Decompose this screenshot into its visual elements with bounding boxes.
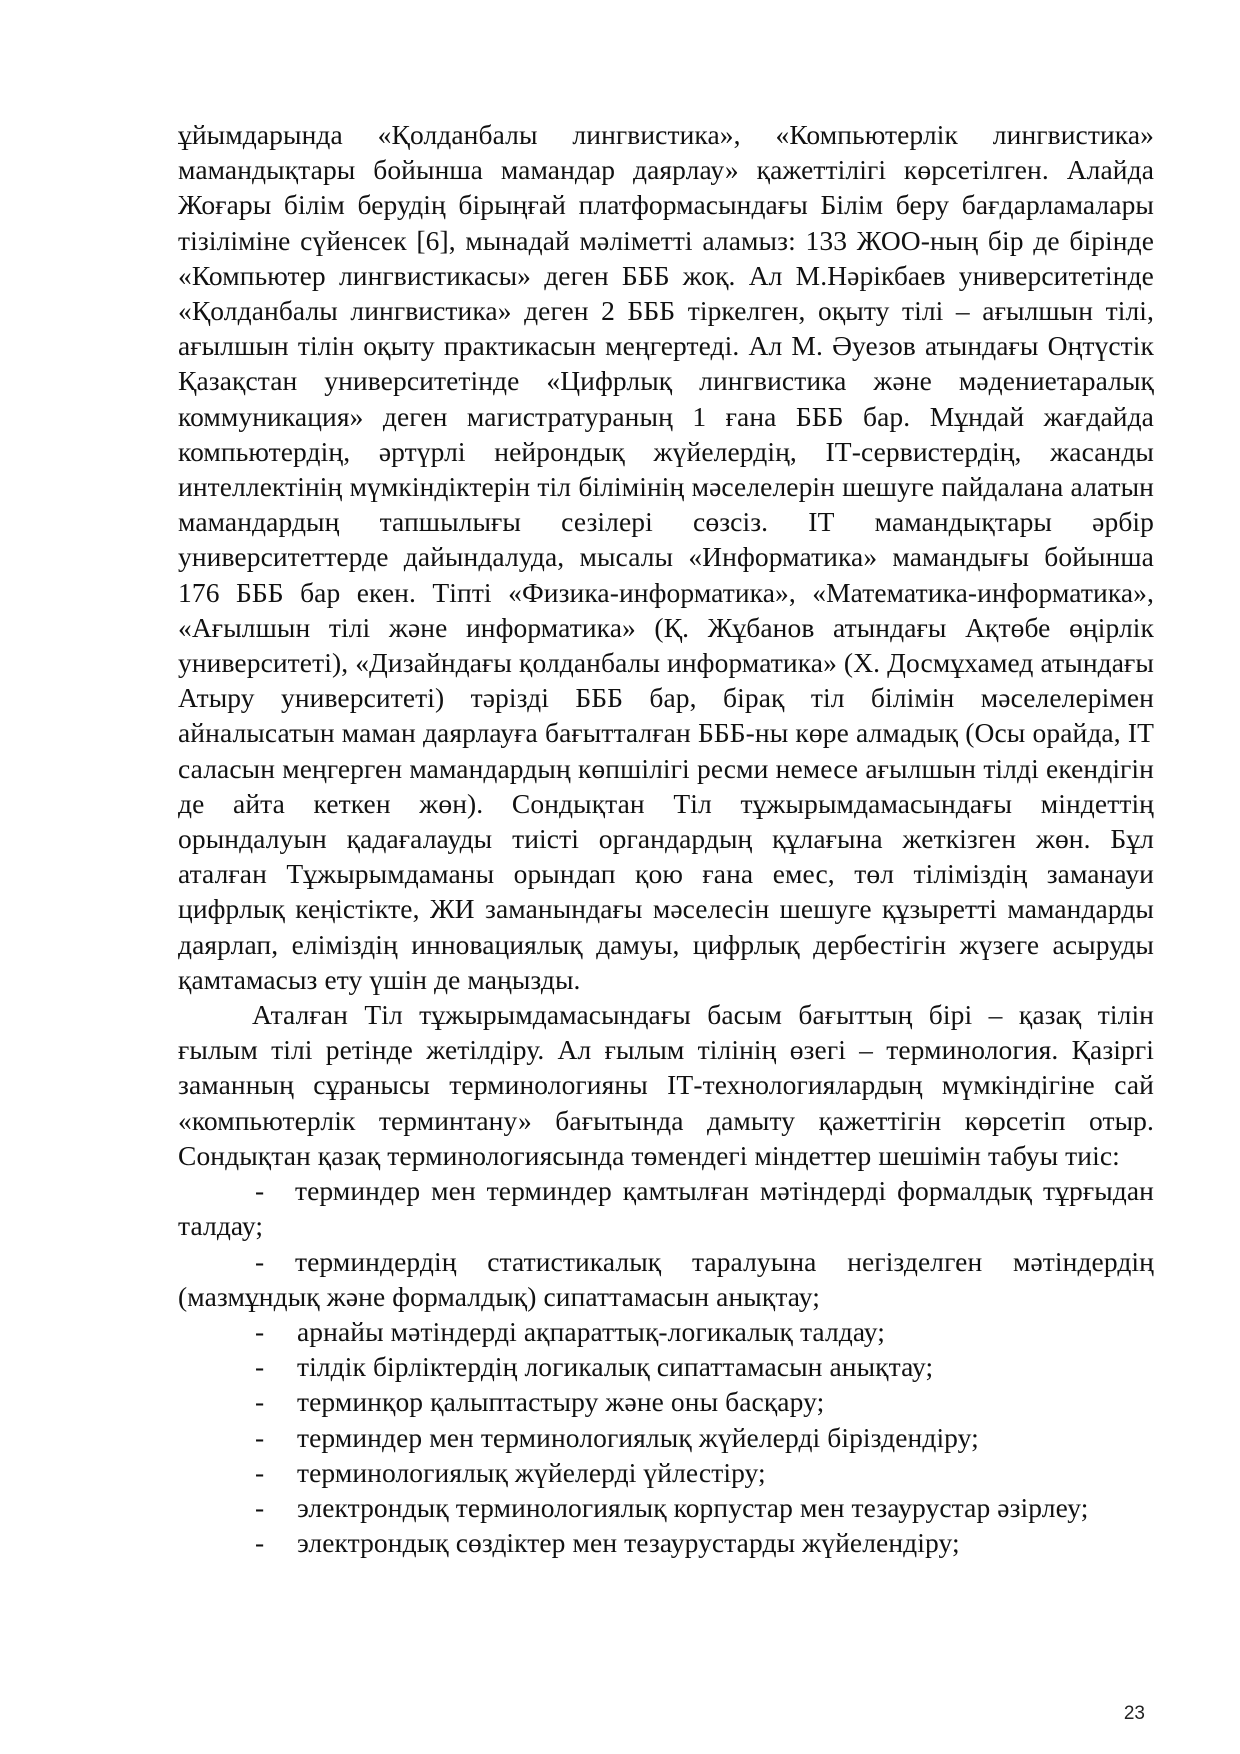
list-item-4 <box>178 1349 1154 1384</box>
list-dash: - <box>255 1315 265 1347</box>
list-item-8 <box>178 1490 1154 1525</box>
list-item-text: терминдер мен терминологиялық жүйелерді біріздендіру; <box>297 1421 979 1453</box>
page-number: 23 <box>1123 1703 1145 1724</box>
list-item-text: терминқор қалыптастыру және оны басқару; <box>297 1386 825 1418</box>
list-item-6 <box>178 1420 1154 1455</box>
body-paragraph-1: ұйымдарында «Қолданбалы лингвистика», «Компьютерлік лингвистика» мамандықтары бойынша мамандар даярлау» қажеттілігі көрсетілген. Алайда Жоғары білім берудің бірыңғай платформасындағы Білім беру бағдарламалары тізіліміне сүйенсек [6], мынадай мәліметті аламыз: 133 ЖОО-ның бір де бірінде «Компьютер лингвистикасы» деген БББ жоқ. Ал М.Нәрікбаев университетінде «Қолданбалы лингвистика» деген 2 БББ тіркелген, оқыту тілі – ағылшын тілі, ағылшын тілін оқыту практикасын меңгертеді. Ал М. Әуезов атындағы Оңтүстік Қазақстан университетінде «Цифрлық лингвистика және мәдениетаралық коммуникация» деген магистратураның 1 ғана БББ бар. Мұндай жағдайда компьютердің, әртүрлі нейрондық жүйелердің, ІТ-сервистердің, жасанды интеллектінің мүмкіндіктерін тіл білімінің мәселелерін шешуге пайдалана алатын мамандардың тапшылығы сезілері сөзсіз. ІТ мамандықтары әрбір университеттерде дайындалуда, мысалы «Информатика» мамандығы бойынша 176 БББ бар екен. Тіпті «Физика-информатика», «Математика-информатика», «Ағылшын тілі және информатика» (Қ. Жұбанов атындағы Ақтөбе өңірлік университеті), «Дизайндағы қолданбалы информатика» (Х. Досмұхамед атындағы Атыру университеті) тәрізді БББ бар, бірақ тіл білімін мәселелерімен айналысатын маман даярлауға бағытталған БББ-ны көре алмадық (Осы орайда, ІТ саласын меңгерген мамандардың көпшілігі ресми немесе ағылшын тілді екендігін де айта кеткен жөн). Сондықтан Тіл тұжырымдамасындағы міндеттің орындалуын қадағалауды тиісті органдардың құлағына жеткізген жөн. Бұл аталған Тұжырымдаманы орындап қою ғана емес, төл тіліміздің заманауи цифрлық кеңістікте, ЖИ заманындағы мәселесін шешуге құзыретті мамандарды даярлап, еліміздің инновациялық дамуы, цифрлық дербестігін жүзеге асыруды қамтамасыз ету үшін де маңызды. <box>178 119 1154 995</box>
list-dash: - <box>255 1386 265 1418</box>
list-item-text: арнайы мәтіндерді ақпараттық-логикалық талдау; <box>297 1315 886 1347</box>
list-item-1 <box>178 1173 1154 1243</box>
list-item-3 <box>178 1314 1154 1349</box>
list-item-7 <box>178 1455 1154 1490</box>
list-item-text: терминологиялық жүйелерді үйлестіру; <box>297 1456 766 1488</box>
list-item-text: электрондық сөздіктер мен тезаурустарды жүйелендіру; <box>297 1527 960 1559</box>
list-dash: - <box>255 1491 265 1523</box>
list-item-text: электрондық терминологиялық корпустар мен тезаурустар әзірлеу; <box>297 1491 1089 1523</box>
list-dash: - <box>255 1456 265 1488</box>
list-item-text: терминдер мен терминдер қамтылған мәтіндерді формалдық тұрғыдан талдау; <box>178 1175 1154 1242</box>
list-item-text: тілдік бірліктердің логикалық сипаттамасын анықтау; <box>297 1351 934 1383</box>
list-item-9 <box>178 1525 1154 1560</box>
list-dash: - <box>255 1245 265 1277</box>
list-dash: - <box>255 1351 265 1383</box>
body-paragraph-2: Аталған Тіл тұжырымдамасындағы басым бағыттың бірі – қазақ тілін ғылым тілі ретінде жетілдіру. Ал ғылым тілінің өзегі – терминология. Қазіргі заманның сұранысы терминологияны ІТ-технологиялардың мүмкіндігіне сай «компьютерлік терминтану» бағытында дамыту қажеттігін көрсетіп отыр. Сондықтан қазақ терминологиясында төмендегі міндеттер шешімін табуы тиіс: <box>178 999 1154 1171</box>
list-dash: - <box>255 1421 265 1453</box>
list-dash: - <box>255 1527 265 1559</box>
list-item-text: терминдердің статистикалық таралуына негізделген мәтіндердің (мазмұндық және формалдық) сипаттамасын анықтау; <box>178 1245 1154 1312</box>
list-item-5 <box>178 1384 1154 1419</box>
list-item-2 <box>178 1244 1154 1314</box>
list-dash: - <box>255 1175 265 1207</box>
document-body <box>178 117 1154 1560</box>
